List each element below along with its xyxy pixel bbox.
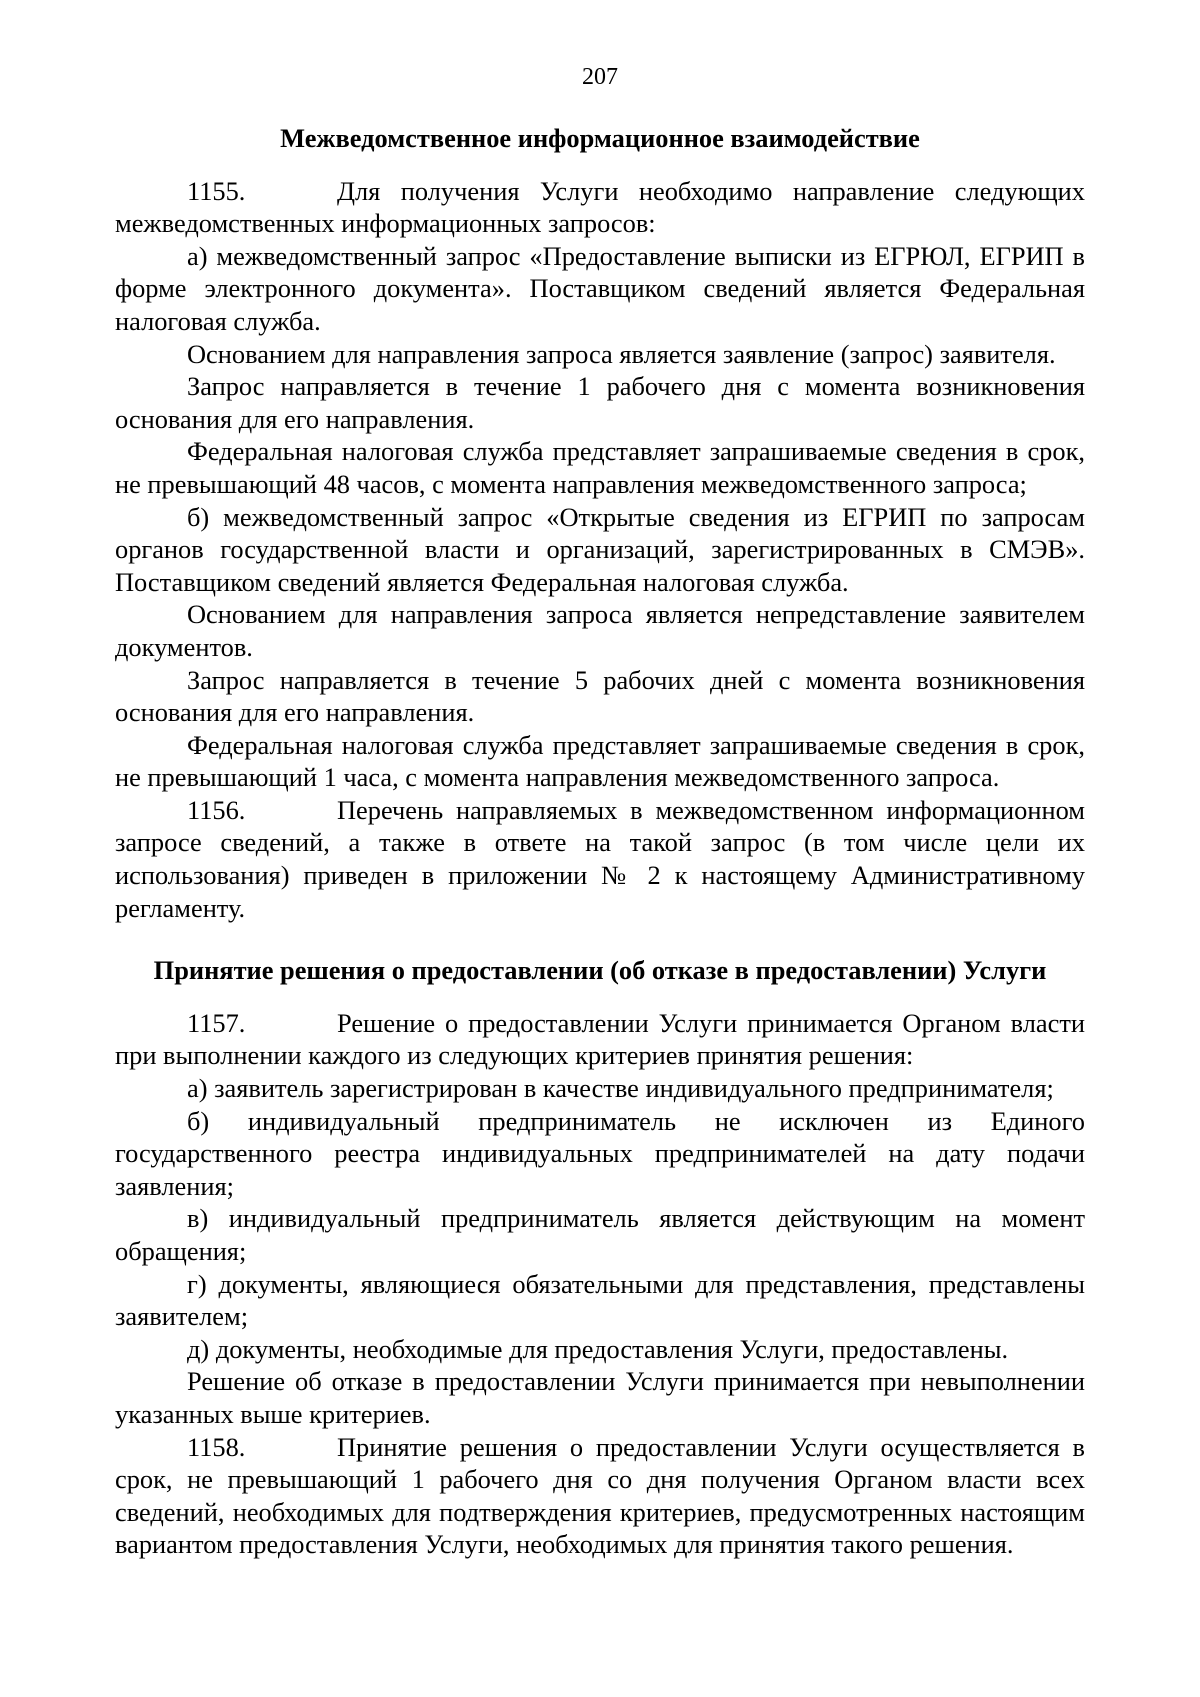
paragraph-text: Принятие решения о предоставлении Услуги осуществляется в срок, не превышающий 1 рабочего дня со дня получения Органом власти всех сведений, необходимых для подтверждения критериев, предусмотренных настоящим вариантом предоставления Услуги, необходимых для принятия такого решения.: [115, 1431, 1085, 1560]
paragraph-item-a-basis: Основанием для направления запроса является заявление (запрос) заявителя.: [187, 338, 1056, 369]
paragraph-item-b-response: Федеральная налоговая служба представляет запрашиваемые сведения в срок, не превышающий 1 часа, с момента направления межведомственного запроса.: [115, 729, 1085, 793]
criterion-v: в) индивидуальный предприниматель является действующим на момент обращения;: [115, 1203, 1085, 1266]
criterion-d: д) документы, необходимые для предоставления Услуги, предоставлены.: [187, 1333, 1009, 1364]
section-heading-interagency: Межведомственное информационное взаимодействие: [280, 123, 920, 153]
paragraph-number: 1155.: [187, 175, 246, 206]
paragraph-number: 1156.: [187, 794, 246, 825]
paragraph-text: Решение о предоставлении Услуги принимается Органом власти при выполнении каждого из следующих критериев принятия решения:: [115, 1007, 1085, 1071]
paragraph-1156: [115, 794, 1085, 924]
paragraph-item-a-term: Запрос направляется в течение 1 рабочего дня с момента возникновения основания для его направления.: [115, 371, 1085, 434]
paragraph-item-b: б) межведомственный запрос «Открытые сведения из ЕГРИП по запросам органов государственной власти и организаций, зарегистрированных в СМЭВ». Поставщиком сведений является Федеральная налоговая служба.: [115, 501, 1085, 597]
paragraph-item-b-term: Запрос направляется в течение 5 рабочих дней с момента возникновения основания для его направления.: [115, 664, 1085, 728]
paragraph-number: 1158.: [187, 1431, 246, 1462]
paragraph-item-b-basis: Основанием для направления запроса является непредставление заявителем документов.: [115, 599, 1085, 662]
page-number: 207: [582, 64, 618, 90]
paragraph-text: Перечень направляемых в межведомственном информационном запросе сведений, а также в ответе на такой запрос (в том числе цели их использования) приведен в приложении № 2 к настоящему Административному регламенту.: [115, 794, 1085, 923]
criterion-a: а) заявитель зарегистрирован в качестве индивидуального предпринимателя;: [187, 1073, 1054, 1104]
paragraph-number: 1157.: [187, 1007, 246, 1038]
paragraph-1157: [115, 1007, 1085, 1072]
paragraph-1155: [115, 175, 1085, 240]
paragraph-1158: [115, 1431, 1085, 1561]
criterion-b: б) индивидуальный предприниматель не исключен из Единого государственного реестра индивидуальных предпринимателей на дату подачи заявления;: [115, 1105, 1085, 1201]
paragraph-item-a: а) межведомственный запрос «Предоставление выписки из ЕГРЮЛ, ЕГРИП в форме электронного документа». Поставщиком сведений является Федеральная налоговая служба.: [115, 240, 1085, 336]
paragraph-refusal: Решение об отказе в предоставлении Услуги принимается при невыполнении указанных выше критериев.: [115, 1366, 1085, 1429]
section-heading-decision: Принятие решения о предоставлении (об отказе в предоставлении) Услуги: [153, 955, 1047, 986]
criterion-g: г) документы, являющиеся обязательными для представления, представлены заявителем;: [115, 1268, 1085, 1332]
document-page: [115, 62, 1085, 1561]
paragraph-text: Для получения Услуги необходимо направление следующих межведомственных информационных запросов:: [115, 175, 1085, 239]
paragraph-item-a-response: Федеральная налоговая служба представляет запрашиваемые сведения в срок, не превышающий 48 часов, с момента направления межведомственного запроса;: [115, 436, 1085, 499]
